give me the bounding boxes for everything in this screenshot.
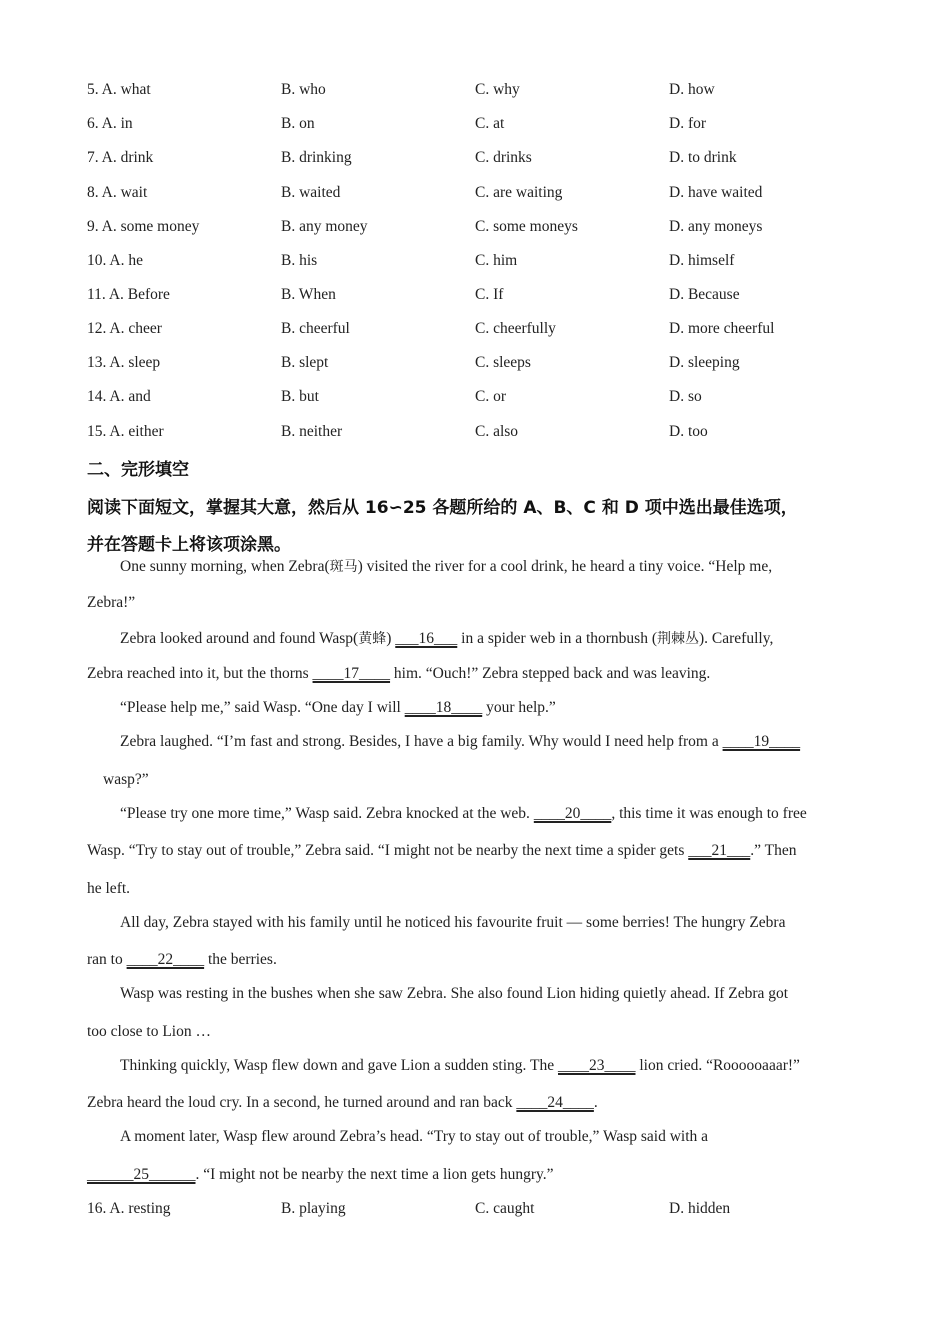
- passage-line: [87, 665, 710, 683]
- chinese-gloss: 斑马: [329, 559, 358, 575]
- passage-text: .” Then: [750, 842, 797, 859]
- option-b: B. When: [281, 286, 336, 303]
- passage-text: lion cried. “Roooooaaar!”: [635, 1057, 800, 1074]
- option-a: 8. A. wait: [87, 184, 148, 201]
- passage-line: [120, 1057, 800, 1075]
- passage-text: in a spider web in a thornbush (: [457, 630, 658, 647]
- passage-text: “Please help me,” said Wasp. “One day I will: [120, 699, 405, 716]
- passage-text: Thinking quickly, Wasp flew down and gave Lion a sudden sting. The: [120, 1057, 558, 1074]
- blank-17: ____17____: [312, 665, 391, 682]
- option-a: 10. A. he: [87, 252, 143, 269]
- passage-text: .: [593, 1094, 598, 1111]
- option-a: 11. A. Before: [87, 286, 170, 303]
- option-c: C. at: [475, 115, 505, 132]
- option-a: 6. A. in: [87, 115, 133, 132]
- passage-text: ) visited the river for a cool drink, he heard a tiny voice. “Help me,: [357, 558, 773, 575]
- option-b: B. slept: [281, 354, 329, 371]
- option-a: 14. A. and: [87, 388, 151, 405]
- option-d: D. have waited: [669, 184, 763, 201]
- passage-text: your help.”: [482, 699, 556, 716]
- passage-text: “Please try one more time,” Wasp said. Zebra knocked at the web.: [120, 805, 534, 822]
- blank-16: ___16___: [395, 630, 458, 647]
- blank-19: ____19____: [722, 733, 801, 750]
- section-title: 二、完形填空: [87, 460, 189, 480]
- option-b: B. but: [281, 388, 319, 405]
- passage-text: , this time it was enough to free: [611, 805, 807, 822]
- question-row-14: [87, 388, 887, 410]
- passage-line: wasp?”: [103, 771, 149, 788]
- passage-line: Zebra!”: [87, 594, 136, 611]
- option-d: D. to drink: [669, 149, 737, 166]
- section-instruction-line-1: 阅读下面短文，掌握其大意，然后从 16∽25 各题所给的 A、B、C 和 D 项中选出最佳选项，: [87, 498, 798, 518]
- option-c: C. are waiting: [475, 184, 563, 201]
- option-a: 12. A. cheer: [87, 320, 162, 337]
- option-d: D. for: [669, 115, 707, 132]
- blank-25: ______25______: [87, 1166, 196, 1183]
- option-c: C. sleeps: [475, 354, 531, 371]
- option-a: 16. A. resting: [87, 1200, 171, 1217]
- option-d: D. so: [669, 388, 702, 405]
- question-row-6: [87, 115, 887, 137]
- option-a: 15. A. either: [87, 423, 164, 440]
- blank-22: ____22____: [126, 951, 205, 968]
- option-b: B. any money: [281, 218, 368, 235]
- question-row-7: [87, 149, 887, 171]
- passage-text: Zebra laughed. “I’m fast and strong. Besides, I have a big family. Why would I need help from a: [120, 733, 723, 750]
- option-b: B. drinking: [281, 149, 352, 166]
- blank-24: ____24____: [516, 1094, 594, 1111]
- question-row-13: [87, 354, 887, 376]
- passage-line: All day, Zebra stayed with his family until he noticed his favourite fruit — some berries! The hungry Zebra: [120, 914, 786, 931]
- passage-text: . “I might not be nearby the next time a lion gets hungry.”: [195, 1166, 554, 1183]
- option-a: 7. A. drink: [87, 149, 154, 166]
- option-c: C. caught: [475, 1200, 535, 1217]
- passage-line: A moment later, Wasp flew around Zebra’s head. “Try to stay out of trouble,” Wasp said with a: [120, 1128, 709, 1145]
- blank-20: ____20____: [533, 805, 612, 822]
- option-b: B. cheerful: [281, 320, 350, 337]
- passage-line: [120, 733, 800, 751]
- option-d: D. hidden: [669, 1200, 731, 1217]
- option-d: D. too: [669, 423, 708, 440]
- passage-line: too close to Lion …: [87, 1023, 211, 1040]
- passage-line: [87, 951, 277, 969]
- passage-line: [120, 805, 807, 823]
- option-a: 13. A. sleep: [87, 354, 161, 371]
- option-c: C. cheerfully: [475, 320, 556, 337]
- option-c: C. or: [475, 388, 506, 405]
- question-row-5: [87, 81, 887, 103]
- option-a: 9. A. some money: [87, 218, 200, 235]
- chinese-gloss: 荆棘丛: [657, 631, 700, 647]
- passage-text: ): [386, 630, 396, 647]
- blank-23: ____23____: [558, 1057, 636, 1074]
- passage-text: One sunny morning, when Zebra(: [120, 558, 330, 575]
- option-b: B. waited: [281, 184, 341, 201]
- option-b: B. on: [281, 115, 315, 132]
- passage-line: [120, 699, 556, 717]
- passage-text: Zebra reached into it, but the thorns: [87, 665, 313, 682]
- blank-21: ___21___: [688, 842, 751, 859]
- option-c: C. drinks: [475, 149, 532, 166]
- passage-line: [120, 556, 772, 576]
- passage-text: Wasp. “Try to stay out of trouble,” Zebra said. “I might not be nearby the next time a spider gets: [87, 842, 689, 859]
- option-c: C. why: [475, 81, 520, 98]
- section-instruction-line-2: 并在答题卡上将该项涂黑。: [87, 535, 291, 555]
- question-row-11: [87, 286, 887, 308]
- option-b: B. his: [281, 252, 318, 269]
- passage-line: he left.: [87, 880, 131, 897]
- option-c: C. If: [475, 286, 504, 303]
- question-row-9: [87, 218, 887, 240]
- option-d: D. more cheerful: [669, 320, 775, 337]
- option-a: 5. A. what: [87, 81, 151, 98]
- question-row-16: [87, 1200, 887, 1222]
- option-c: C. him: [475, 252, 518, 269]
- option-d: D. any moneys: [669, 218, 763, 235]
- chinese-gloss: 黄蜂: [358, 631, 387, 647]
- passage-line: [87, 1166, 553, 1184]
- option-c: C. some moneys: [475, 218, 578, 235]
- option-d: D. sleeping: [669, 354, 740, 371]
- passage-text: Zebra looked around and found Wasp(: [120, 630, 359, 647]
- passage-line: [87, 1094, 598, 1112]
- blank-18: ____18____: [404, 699, 483, 716]
- passage-line: [120, 628, 773, 648]
- question-row-12: [87, 320, 887, 342]
- passage-text: ran to: [87, 951, 127, 968]
- question-row-8: [87, 184, 887, 206]
- passage-text: ). Carefully,: [699, 630, 774, 647]
- passage-text: the berries.: [204, 951, 277, 968]
- option-d: D. how: [669, 81, 715, 98]
- option-b: B. playing: [281, 1200, 346, 1217]
- passage-text: Zebra heard the loud cry. In a second, he turned around and ran back: [87, 1094, 517, 1111]
- passage-text: him. “Ouch!” Zebra stepped back and was leaving.: [390, 665, 711, 682]
- question-row-10: [87, 252, 887, 274]
- option-c: C. also: [475, 423, 519, 440]
- option-d: D. Because: [669, 286, 740, 303]
- option-d: D. himself: [669, 252, 735, 269]
- passage-line: [87, 842, 796, 860]
- option-b: B. neither: [281, 423, 343, 440]
- passage-line: Wasp was resting in the bushes when she saw Zebra. She also found Lion hiding quietly ahead. If Zebra got: [120, 985, 789, 1002]
- option-b: B. who: [281, 81, 326, 98]
- question-row-15: [87, 423, 887, 445]
